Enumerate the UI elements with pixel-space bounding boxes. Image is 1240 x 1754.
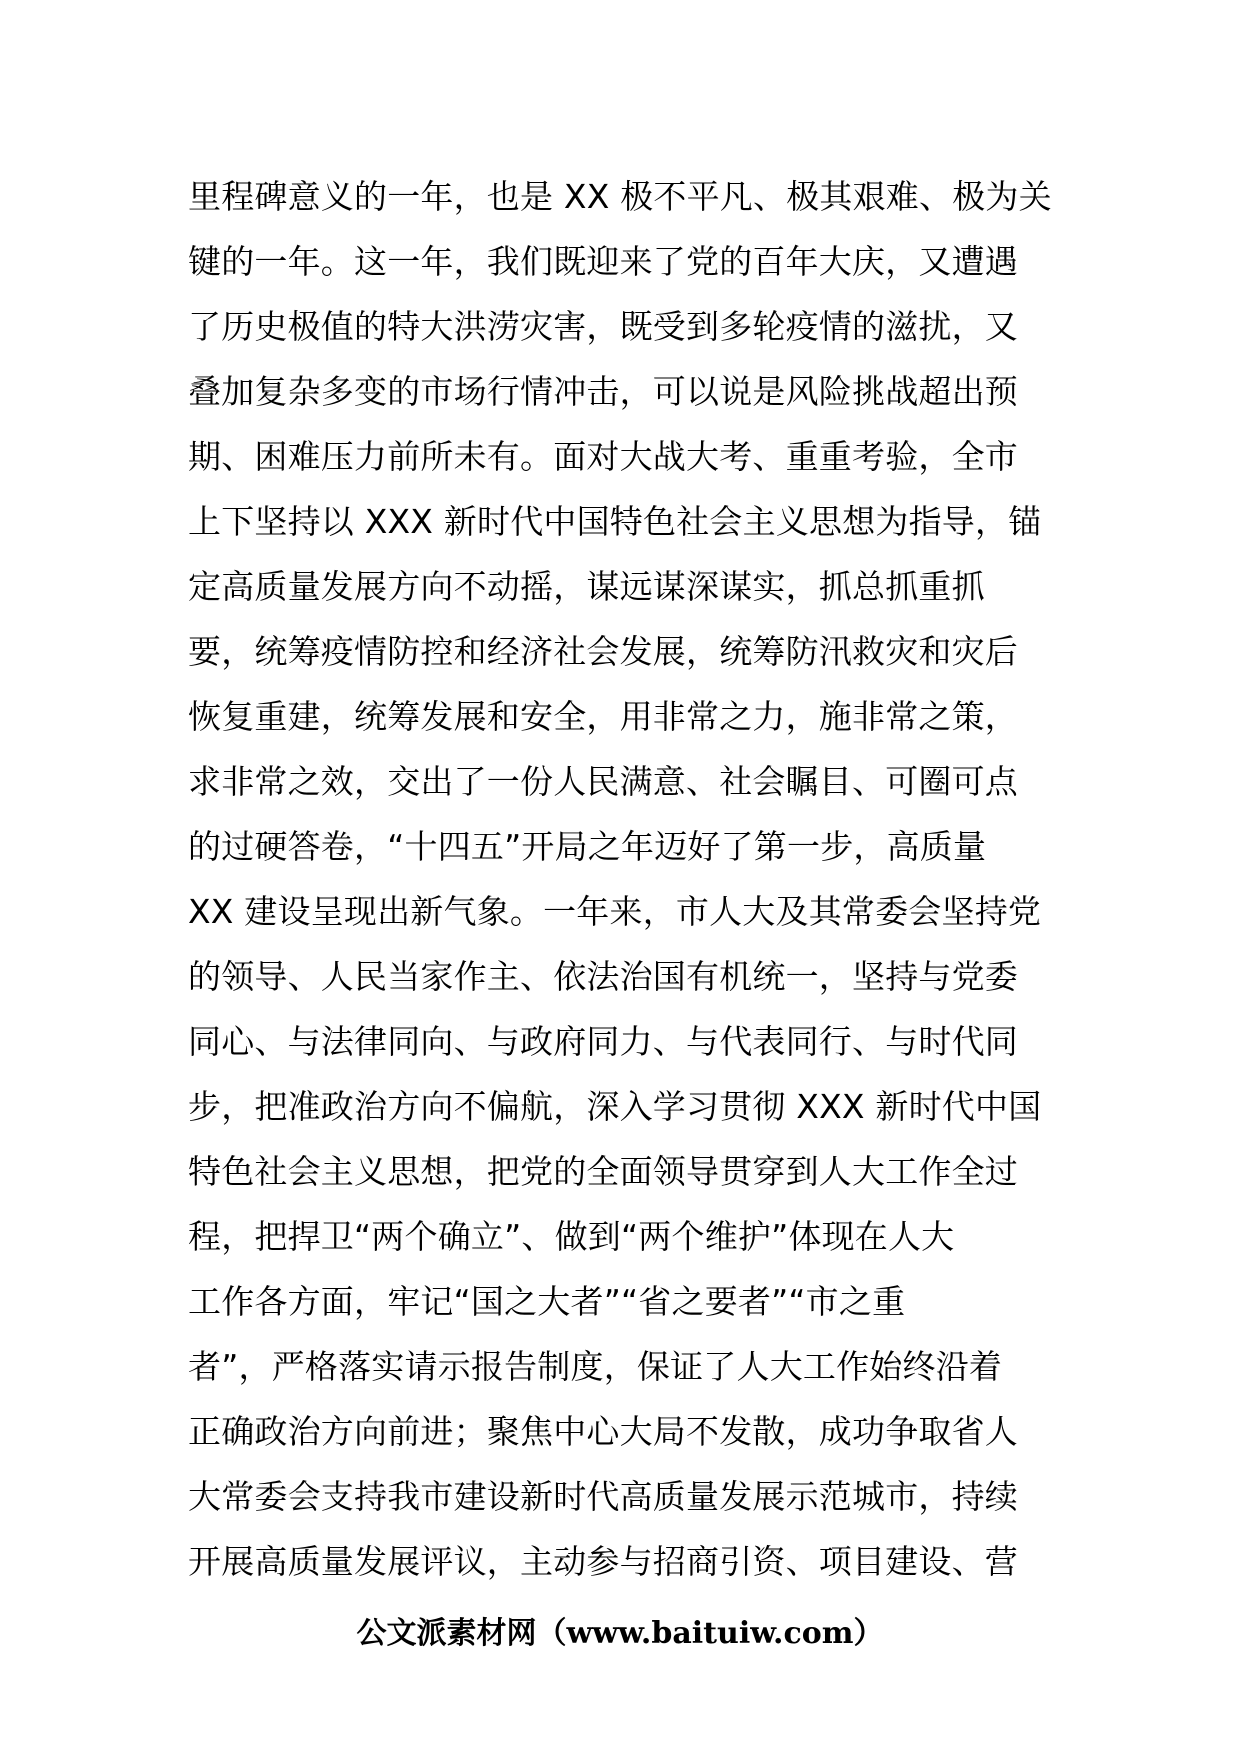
text-line: XX 建设呈现出新气象。一年来，市人大及其常委会坚持党	[188, 892, 1042, 931]
text-line: 了历史极值的特大洪涝灾害，既受到多轮疫情的滋扰，又	[188, 307, 1018, 346]
text-line: 步，把准政治方向不偏航，深入学习贯彻 XXX 新时代中国	[188, 1087, 1042, 1126]
text-line: 定高质量发展方向不动摇，谋远谋深谋实，抓总抓重抓	[188, 567, 985, 606]
text-line: 开展高质量发展评议，主动参与招商引资、项目建设、营	[188, 1542, 1018, 1581]
footer-watermark: 公文派素材网（www.baituiw.com）	[356, 1616, 884, 1651]
text-line: 求非常之效，交出了一份人民满意、社会瞩目、可圈可点	[188, 762, 1018, 801]
text-line: 特色社会主义思想，把党的全面领导贯穿到人大工作全过	[188, 1152, 1018, 1191]
text-line: 程，把捍卫“两个确立”、做到“两个维护”体现在人大	[188, 1217, 955, 1256]
text-line: 键的一年。这一年，我们既迎来了党的百年大庆，又遭遇	[188, 242, 1018, 281]
text-line: 里程碑意义的一年，也是 XX 极不平凡、极其艰难、极为关	[188, 177, 1052, 216]
text-line: 工作各方面，牢记“国之大者”“省之要者”“市之重	[188, 1282, 906, 1321]
text-line: 同心、与法律同向、与政府同力、与代表同行、与时代同	[188, 1022, 1018, 1061]
text-line: 正确政治方向前进；聚焦中心大局不发散，成功争取省人	[188, 1412, 1018, 1451]
text-line: 上下坚持以 XXX 新时代中国特色社会主义思想为指导，锚	[188, 502, 1042, 541]
text-line: 者”，严格落实请示报告制度，保证了人大工作始终沿着	[188, 1347, 1003, 1386]
text-line: 的过硬答卷，“十四五”开局之年迈好了第一步，高质量	[188, 827, 987, 866]
text-line: 大常委会支持我市建设新时代高质量发展示范城市，持续	[188, 1477, 1018, 1516]
text-line: 要，统筹疫情防控和经济社会发展，统筹防汛救灾和灾后	[188, 632, 1018, 671]
text-line: 恢复重建，统筹发展和安全，用非常之力，施非常之策，	[188, 697, 1018, 736]
text-line: 期、困难压力前所未有。面对大战大考、重重考验，全市	[188, 437, 1018, 476]
body-text	[188, 164, 1058, 1594]
text-line: 的领导、人民当家作主、依法治国有机统一，坚持与党委	[188, 957, 1018, 996]
text-line: 叠加复杂多变的市场行情冲击，可以说是风险挑战超出预	[188, 372, 1018, 411]
